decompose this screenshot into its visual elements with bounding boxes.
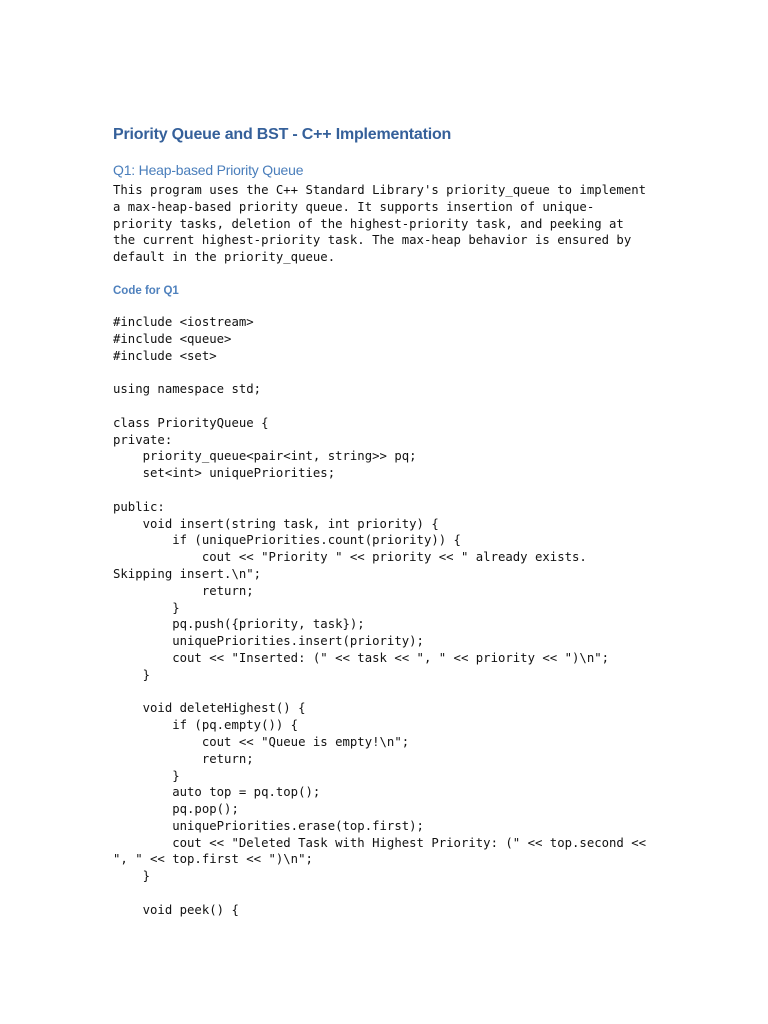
document-body [113, 124, 673, 919]
code-heading: Code for Q1 [113, 284, 179, 297]
document-title: Priority Queue and BST - C++ Implementation [113, 126, 452, 143]
section-paragraph: This program uses the C++ Standard Library's priority_queue to implement a max-heap-based priority queue. It supports insertion of unique- priority tasks, deletion of the highest-priority task, and peeking at the current highest-priority task. The max-heap behavior is ensured by default in the priority_queue. [113, 183, 647, 265]
section-heading: Q1: Heap-based Priority Queue [113, 162, 304, 178]
code-block: #include <iostream> #include <queue> #include <set> using namespace std; class PriorityQueue { private: priority_queue<pair<int, string>> pq; set<int> uniquePriorities; public: void insert(string task, int priority) { if (uniquePriorities.count(priority)) { cout << "Priority " << priority << " already exists. Skipping insert.\n"; return; } pq.push({priority, task}); uniquePriorities.insert(priority); cout << "Inserted: (" << task << ", " << priority << ")\n"; } void deleteHighest() { if (pq.empty()) { cout << "Queue is empty!\n"; return; } auto top = pq.top(); pq.pop(); uniquePriorities.erase(top.first); cout << "Deleted Task with Highest Priority: (" << top.second << ", " << top.first << ")\n"; } void peek() { [113, 314, 647, 917]
